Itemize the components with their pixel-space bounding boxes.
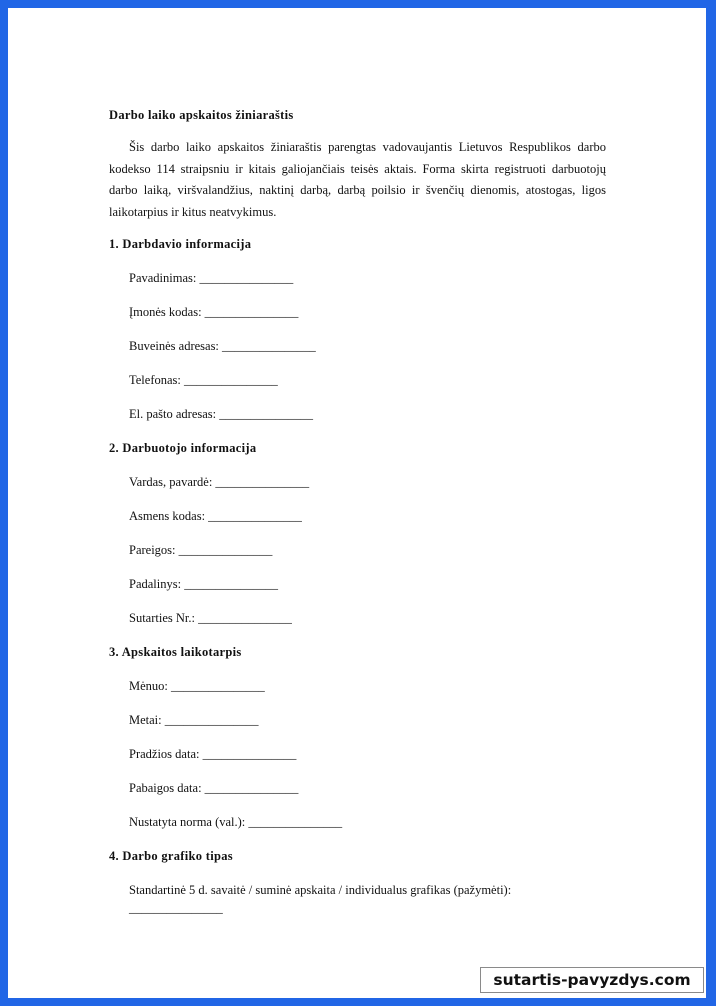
section-employee xyxy=(109,439,606,627)
field-year: Metai: _______________ xyxy=(129,713,259,727)
field-schedule-type: Standartinė 5 d. savaitė / suminė apskaita / individualus grafikas (pažymėti): _______________ xyxy=(129,883,512,915)
field-norm-hours: Nustatyta norma (val.): _______________ xyxy=(129,815,343,829)
field-full-name: Vardas, pavardė: _______________ xyxy=(129,475,310,489)
field-department: Padalinys: _______________ xyxy=(129,577,278,591)
watermark-badge: sutartis-pavyzdys.com xyxy=(480,967,704,993)
field-company-code: Įmonės kodas: _______________ xyxy=(129,305,299,319)
section-employer xyxy=(109,235,606,423)
field-month: Mėnuo: _______________ xyxy=(129,679,265,693)
field-contract-number: Sutarties Nr.: _______________ xyxy=(129,611,292,625)
intro-paragraph: Šis darbo laiko apskaitos žiniaraštis parengtas vadovaujantis Lietuvos Respublikos darbo kodekso 114 straipsniu ir kitais galiojančiais teisės aktais. Forma skirta registruoti darbuotojų darbo laiką, viršvalandžius, naktinį darbą, darbą poilsio ir švenčių dienomis, atostogas, ligos laikotarpius ir kitus neatvykimus. xyxy=(109,140,606,219)
field-phone: Telefonas: _______________ xyxy=(129,373,278,387)
document-content xyxy=(109,106,606,933)
field-position: Pareigos: _______________ xyxy=(129,543,273,557)
section-heading: 3. Apskaitos laikotarpis xyxy=(109,645,242,659)
section-heading: 1. Darbdavio informacija xyxy=(109,237,252,251)
document-page xyxy=(8,8,706,998)
document-title: Darbo laiko apskaitos žiniaraštis xyxy=(109,108,294,122)
field-employer-name: Pavadinimas: _______________ xyxy=(129,271,294,285)
field-email: El. pašto adresas: _______________ xyxy=(129,407,314,421)
field-end-date: Pabaigos data: _______________ xyxy=(129,781,299,795)
field-start-date: Pradžios data: _______________ xyxy=(129,747,297,761)
field-personal-code: Asmens kodas: _______________ xyxy=(129,509,302,523)
section-heading: 4. Darbo grafiko tipas xyxy=(109,849,233,863)
section-schedule-type xyxy=(109,847,606,917)
section-period xyxy=(109,643,606,831)
field-registered-address: Buveinės adresas: _______________ xyxy=(129,339,316,353)
section-heading: 2. Darbuotojo informacija xyxy=(109,441,257,455)
